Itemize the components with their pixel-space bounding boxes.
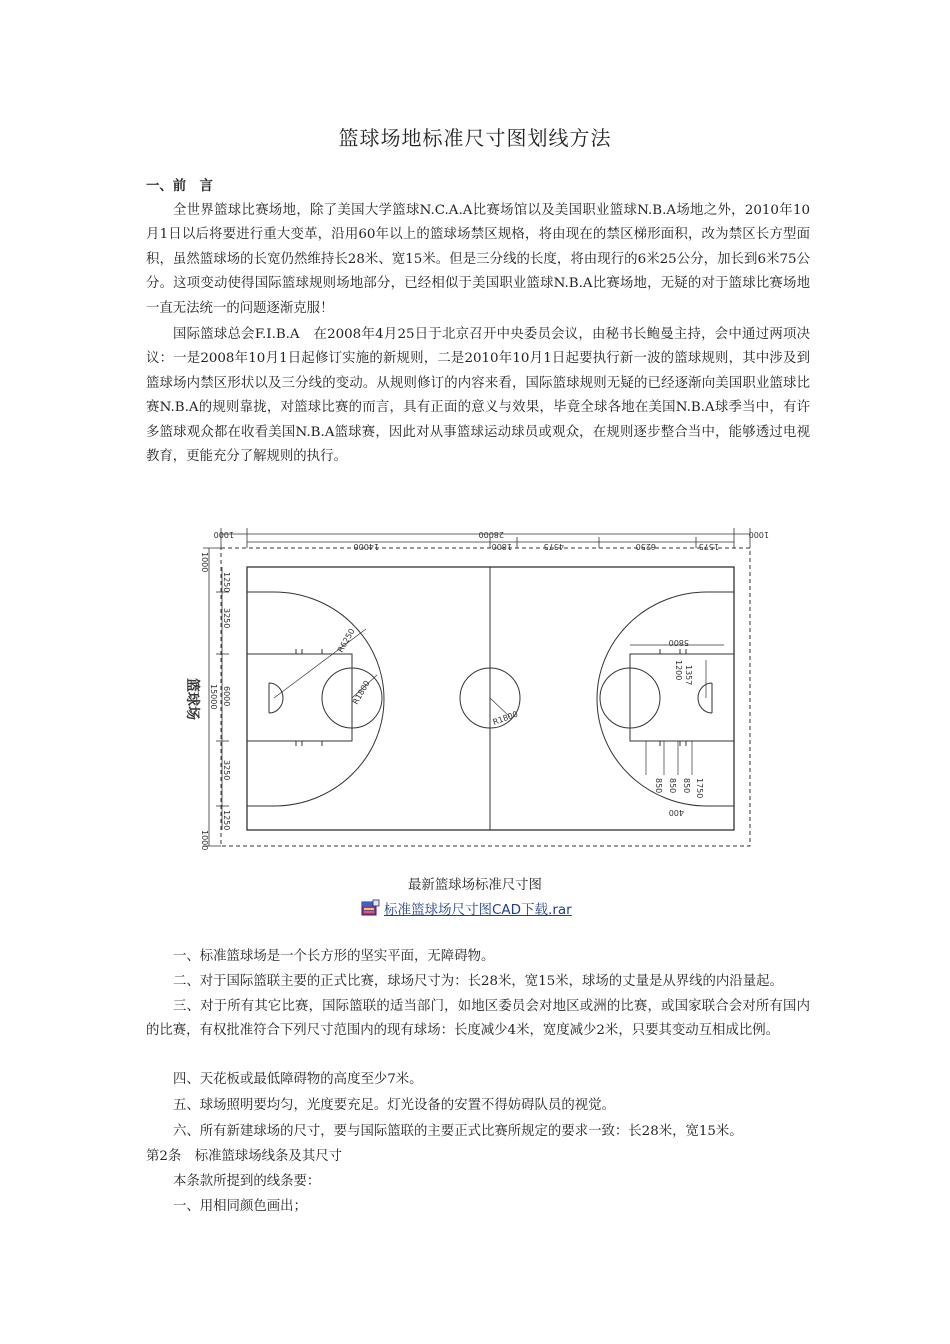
attachment-link[interactable]	[360, 898, 572, 918]
attachment-link-text[interactable]: 标准篮球场尺寸图CAD下载.rar	[384, 902, 572, 918]
dim-left-6000: 6000	[222, 686, 231, 707]
rule-2: 二、对于国际篮联主要的正式比赛，球场尺寸为：长28米，宽15米，球场的丈量是从界线的内沿量起。	[173, 974, 783, 989]
rule-5: 五、球场照明要均匀，光度要充足。灯光设备的安置不得妨碍队员的视觉。	[173, 1098, 615, 1113]
label-1357: 1357	[684, 665, 693, 686]
rule-3: 三、对于所有其它比赛，国际篮联的适当部门，如地区委员会对地区或洲的比赛，或国家联合会对所有国内的比赛，有权批准符合下列尺寸范围内的现有球场：长度减少4米，宽度减少2米，只要其变动互相成比例。	[146, 999, 810, 1039]
dim-left-1000-top: 1000	[200, 552, 209, 573]
dim-top-1800: 1800	[491, 542, 512, 551]
label-850-a: 850	[682, 778, 691, 794]
court-outer-boundary	[221, 548, 750, 846]
label-850-c: 850	[654, 778, 663, 794]
left-key	[247, 654, 352, 741]
dim-left-1250-top: 1250	[222, 572, 231, 593]
label-r1800-left: R1800	[350, 679, 372, 706]
dim-top-6250: 6250	[635, 542, 656, 551]
section-heading-preface: 一、前 言	[146, 178, 213, 194]
dim-left-3250-top: 3250	[222, 608, 231, 629]
diagram-side-label: 篮球场	[184, 678, 200, 720]
label-400: 400	[668, 808, 684, 817]
dim-top-14000: 14000	[353, 542, 379, 551]
paragraph-1: 全世界篮球比赛场地，除了美国大学篮球N.C.A.A比赛场馆以及美国职业篮球N.B.A场地之外，2010年10月1日以后将要进行重大变革，沿用60年以上的篮球场禁区规格，将由现在的禁区梯形面积，改为禁区长方型面积，虽然篮球场的长宽仍然维持长28米、宽15米。但是三分线的长度，将由现行的6米25公分，加长到6米75公分。这项变动使得国际篮球规则场地部分，已经相似于美国职业篮球N.B.A比赛场地，无疑的对于篮球比赛场地一直无法统一的问题逐渐克服！	[146, 203, 810, 316]
label-5800: 5800	[668, 638, 689, 647]
dim-top-1575: 1575	[698, 542, 719, 551]
basketball-court-diagram	[184, 520, 779, 860]
document-title: 篮球场地标准尺寸图划线方法	[338, 126, 612, 150]
dim-top-1000-left: 1000	[213, 530, 234, 539]
dim-left-1000-bottom: 1000	[200, 830, 209, 851]
label-1750: 1750	[695, 778, 704, 799]
label-r1800-center: R1800	[491, 709, 520, 727]
paragraph-2: 国际篮球总会F.I.B.A 在2008年4月25日于北京召开中央委员会议，由秘书长鲍曼主持，会中通过两项决议：一是2008年10月1日起修订实施的新规则，二是2010年10月1日起要执行新一波的篮球规则，其中涉及到篮球场内禁区形状以及三分线的变动。从规则修订的内容来看，国际篮球规则无疑的已经逐渐向美国职业篮球比赛N.B.A的规则靠拢，对篮球比赛的而言，具有正面的意义与效果，毕竟全球各地在美国N.B.A球季当中，有许多篮球观众都在收看美国N.B.A篮球赛，因此对从事篮球运动球员或观众，在规则逐步整合当中，能够透过电视教育，更能充分了解规则的执行。	[146, 327, 810, 465]
dim-top-1000-right: 1000	[748, 530, 769, 539]
right-three-point-line	[597, 592, 734, 806]
dim-top-28000: 28000	[478, 530, 504, 539]
label-850-b: 850	[668, 778, 677, 794]
figure-caption: 最新篮球场标准尺寸图	[408, 878, 542, 893]
rule-4: 四、天花板或最低障碍物的高度至少7米。	[173, 1072, 423, 1087]
archive-file-icon	[360, 899, 380, 917]
article-2-heading: 第2条 标准篮球场线条及其尺寸	[146, 1149, 342, 1164]
rule-6: 六、所有新建球场的尺寸，要与国际篮联的主要正式比赛所规定的要求一致：长28米，宽15米。	[173, 1124, 743, 1139]
label-r6250: R6250	[335, 627, 357, 654]
dim-left-3250-bottom: 3250	[222, 760, 231, 781]
dim-left-15000: 15000	[209, 684, 218, 710]
label-1200: 1200	[674, 660, 683, 681]
article-2-intro: 本条款所提到的线条要：	[173, 1174, 321, 1189]
dim-top-4375: 4375	[543, 542, 564, 551]
left-restricted-arc	[269, 683, 283, 713]
right-restricted-arc	[698, 683, 712, 713]
dim-left-1250-bottom: 1250	[222, 810, 231, 831]
rule-1: 一、标准篮球场是一个长方形的坚实平面，无障碍物。	[173, 949, 495, 964]
left-three-point-line	[247, 592, 384, 806]
article-2-item-1: 一、用相同颜色画出；	[173, 1199, 307, 1214]
